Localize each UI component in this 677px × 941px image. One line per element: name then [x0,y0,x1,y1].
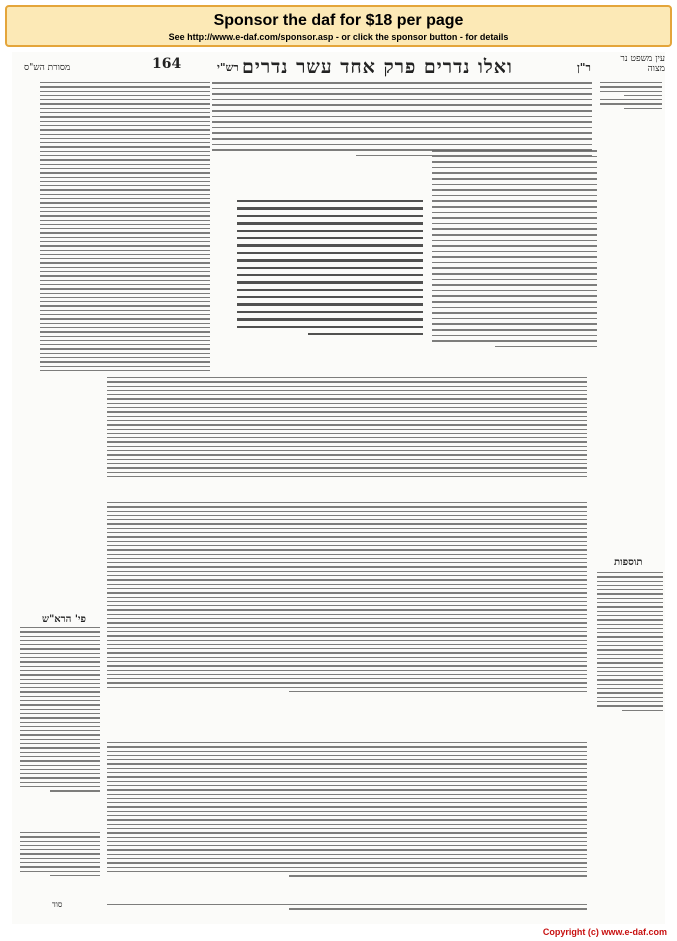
sponsor-banner[interactable] [5,5,672,47]
ran-header-label: ר"ן [577,61,591,74]
ran-commentary-wide [107,377,587,497]
rashi-header-label: רש"י [217,61,239,74]
tosafot-commentary [597,572,663,742]
ran-commentary-continued [107,502,587,732]
sponsor-subtitle: See http://www.e-daf.com/sponsor.asp - or click the sponsor button - for details [168,32,509,42]
hagahot-line [107,904,587,918]
masechet-title: ואלו נדרים פרק אחד עשר נדרים [242,56,513,78]
ran-commentary-right [432,150,597,355]
rashi-commentary [40,82,210,372]
ein-mishpat-label: עין משפט נר מצוה [620,54,665,74]
copyright-link[interactable]: Copyright (c) www.e-daf.com [542,927,667,937]
bottom-left-notes [20,832,100,902]
bottom-commentary [107,742,587,902]
mesoret-label: מסורת הש"ס [24,63,71,73]
rosh-commentary-label: פי' הרא"ש [42,614,86,625]
ein-mishpat-notes [600,82,662,138]
talmud-page [12,52,665,924]
footer-label: סוד [52,900,63,909]
page-header [12,52,665,82]
sponsor-title: Sponsor the daf for $18 per page [213,12,464,29]
tosafot-label: תוספות [614,557,643,568]
page-number: 164 [152,56,182,72]
rosh-commentary [20,627,100,827]
gemara-text [237,200,423,350]
